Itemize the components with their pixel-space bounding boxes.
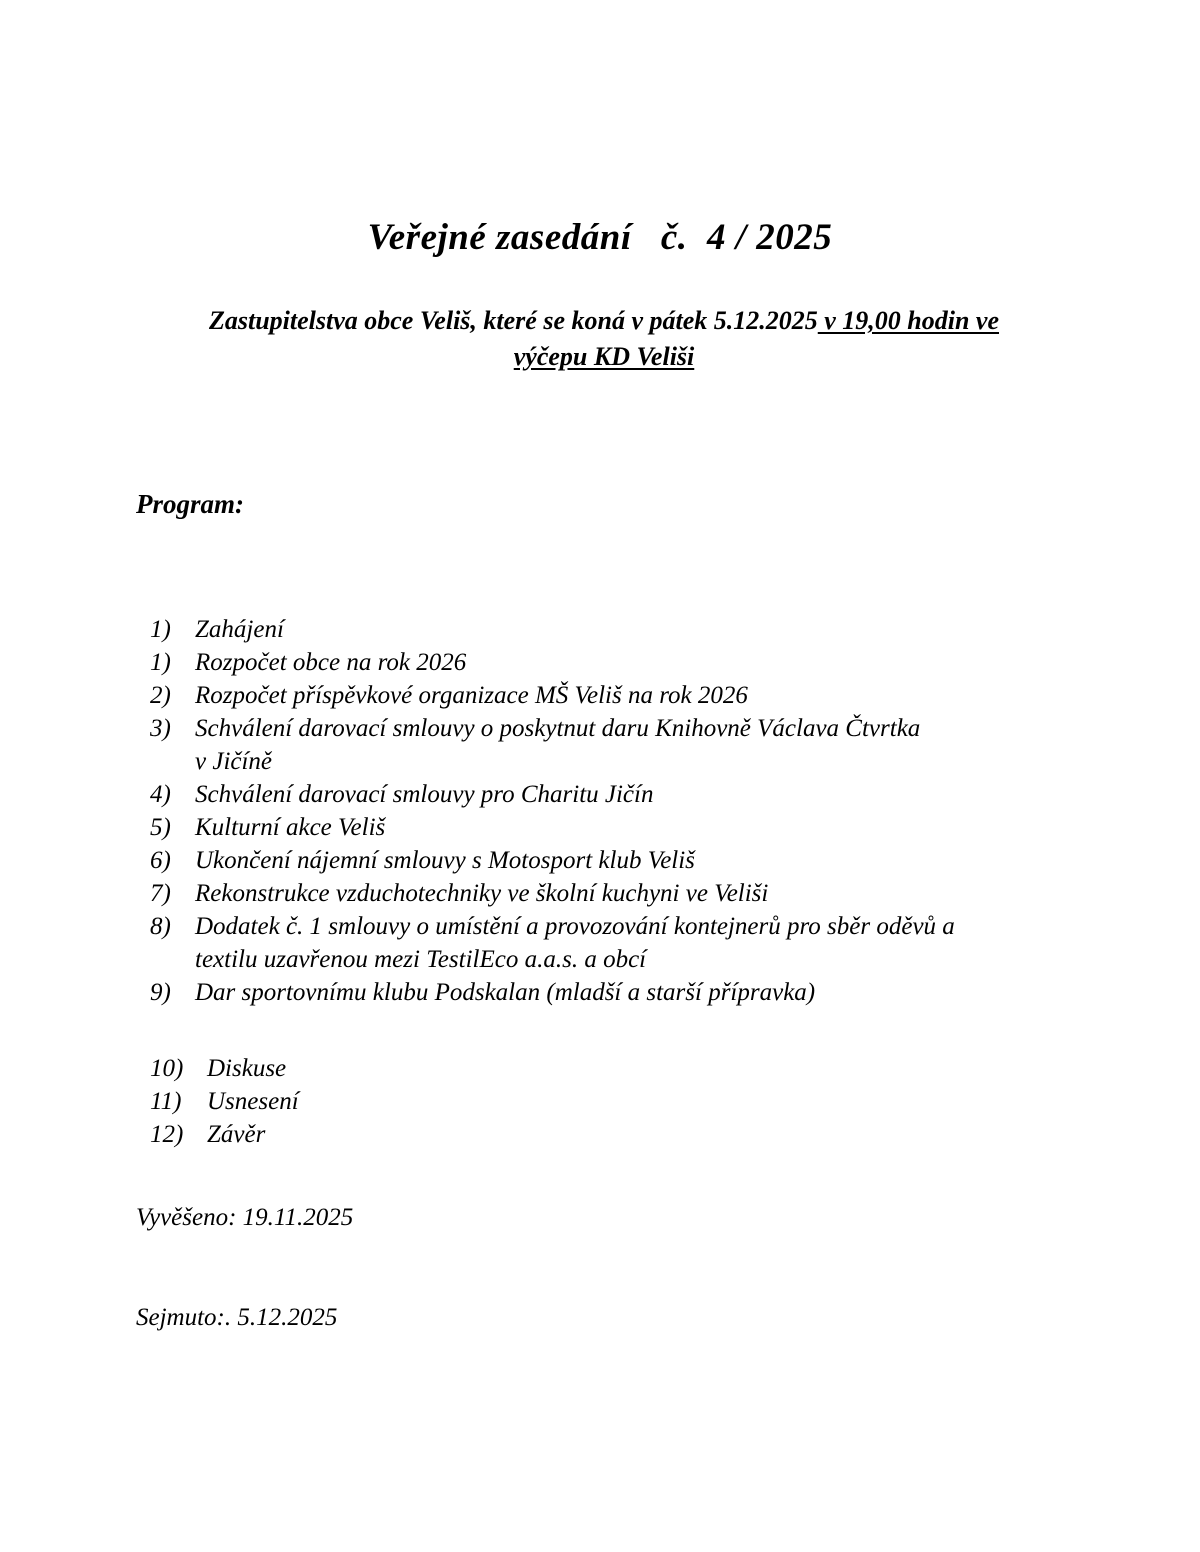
agenda-item-number: 9) <box>150 979 171 1006</box>
agenda-item-line: Diskuse <box>207 1055 287 1082</box>
agenda-item <box>150 712 1050 778</box>
agenda-item <box>150 1085 750 1118</box>
agenda-item <box>150 613 1050 646</box>
agenda-list-closing <box>150 1052 750 1151</box>
agenda-item <box>150 1118 750 1151</box>
agenda-item-text <box>195 910 1050 976</box>
program-heading: Program: <box>136 489 244 519</box>
agenda-item-text <box>207 1052 750 1085</box>
agenda-item-text <box>195 712 1050 778</box>
agenda-item-text <box>195 811 1050 844</box>
subtitle-plain-text: Zastupitelstva obce Veliš, které se koná v pátek 5.12.2025 <box>208 306 818 335</box>
agenda-item-number: 5) <box>150 814 171 841</box>
agenda-item-text <box>195 844 1050 877</box>
agenda-item <box>150 646 1050 679</box>
agenda-item <box>150 778 1050 811</box>
agenda-item-line: Závěr <box>207 1121 266 1148</box>
document-title: Veřejné zasedání č. 4 / 2025 <box>367 217 833 258</box>
agenda-item-number: 2) <box>150 682 171 709</box>
agenda-item-line: Rozpočet příspěvkové organizace MŠ Veliš na rok 2026 <box>195 682 748 709</box>
agenda-item-text <box>195 613 1050 646</box>
agenda-item-number: 11) <box>150 1088 182 1115</box>
agenda-item-number: 1) <box>150 649 171 676</box>
agenda-item-number: 12) <box>150 1121 184 1148</box>
agenda-item-line: Zahájení <box>195 616 284 643</box>
agenda-item-text <box>195 646 1050 679</box>
agenda-item-number: 3) <box>150 715 171 742</box>
removal-date: Sejmuto:. 5.12.2025 <box>136 1304 338 1331</box>
subtitle-underlined-time: v 19,00 hodin ve <box>817 306 1000 335</box>
agenda-item-line: Ukončení nájemní smlouvy s Motosport klub Veliš <box>195 847 695 874</box>
agenda-item-text <box>207 1085 750 1118</box>
agenda-item-number: 8) <box>150 913 171 940</box>
agenda-item <box>150 844 1050 877</box>
agenda-item-continuation: v Jičíně <box>195 748 273 775</box>
agenda-item-text <box>195 877 1050 910</box>
agenda-item-line: Usnesení <box>207 1088 299 1115</box>
agenda-item-number: 6) <box>150 847 171 874</box>
agenda-item-continuation: textilu uzavřenou mezi TestilEco a.a.s. a obcí <box>195 946 647 973</box>
agenda-item-number: 4) <box>150 781 171 808</box>
agenda-item-line: Dodatek č. 1 smlouvy o umístění a provozování kontejnerů pro sběr oděvů a <box>195 913 955 940</box>
agenda-item-number: 10) <box>150 1055 184 1082</box>
agenda-item-text <box>207 1118 750 1151</box>
agenda-item-number: 1) <box>150 616 171 643</box>
agenda-item-line: Rekonstrukce vzduchotechniky ve školní kuchyni ve Veliši <box>195 880 769 907</box>
agenda-item <box>150 910 1050 976</box>
agenda-item-line: Kulturní akce Veliš <box>195 814 386 841</box>
agenda-item-text <box>195 679 1050 712</box>
agenda-item <box>150 976 1050 1009</box>
agenda-list <box>150 613 1050 1009</box>
posted-date: Vyvěšeno: 19.11.2025 <box>136 1204 354 1231</box>
agenda-item-number: 7) <box>150 880 171 907</box>
agenda-item-line: Schválení darovací smlouvy o poskytnut daru Knihovně Václava Čtvrtka <box>195 715 921 742</box>
agenda-item-line: Rozpočet obce na rok 2026 <box>195 649 467 676</box>
document-subtitle <box>168 303 1040 375</box>
agenda-item-text <box>195 778 1050 811</box>
agenda-item-line: Schválení darovací smlouvy pro Charitu Jičín <box>195 781 654 808</box>
agenda-item <box>150 679 1050 712</box>
agenda-item-line: Dar sportovnímu klubu Podskalan (mladší a starší přípravka) <box>195 979 816 1006</box>
agenda-item <box>150 877 1050 910</box>
agenda-item-text <box>195 976 1050 1009</box>
agenda-item <box>150 811 1050 844</box>
agenda-item <box>150 1052 750 1085</box>
subtitle-underlined-place: výčepu KD Veliši <box>513 342 695 371</box>
